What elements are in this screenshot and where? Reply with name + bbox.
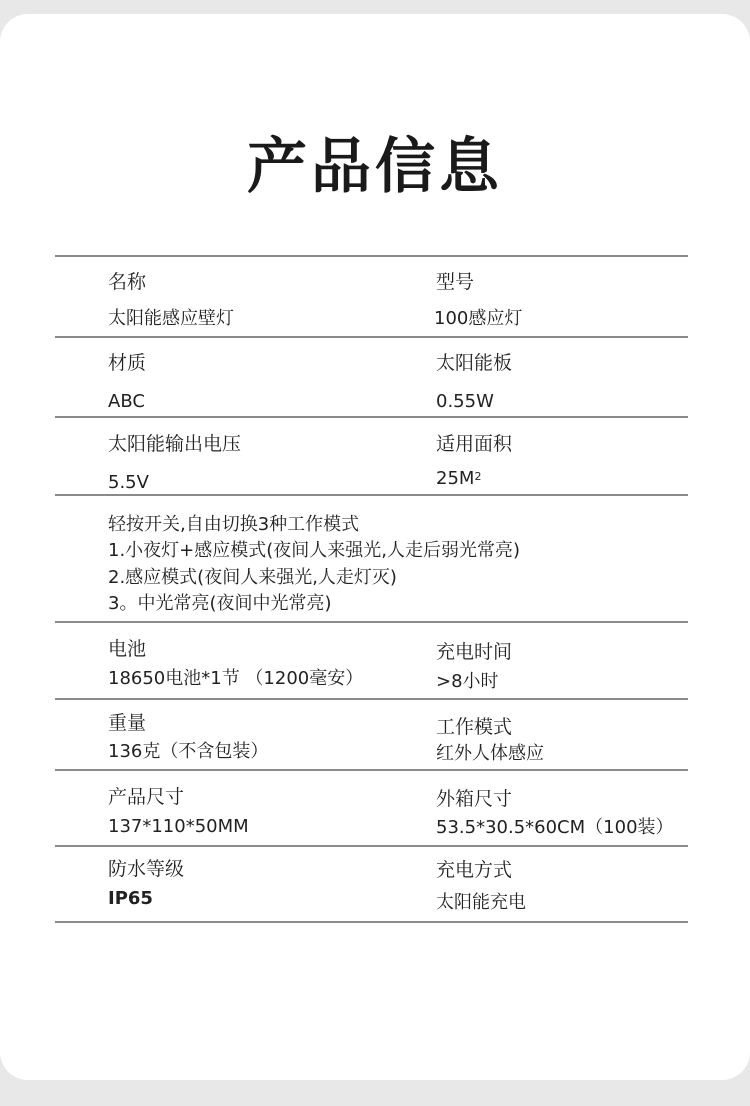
modes-intro: 轻按开关,自由切换3种工作模式 xyxy=(108,514,360,535)
mode-line-2: 2.感应模式(夜间人来强光,人走灯灭) xyxy=(108,567,397,588)
material-label: 材质 xyxy=(108,352,147,374)
work-mode-label: 工作模式 xyxy=(436,716,513,738)
product-size-value: 137*110*50MM xyxy=(108,816,249,837)
weight-value: 136克（不含包装） xyxy=(108,741,269,762)
weight-label: 重量 xyxy=(108,712,147,734)
divider xyxy=(55,255,688,257)
waterproof-rating-value: IP65 xyxy=(108,888,153,909)
divider xyxy=(55,416,688,418)
solar-output-voltage-label: 太阳能输出电压 xyxy=(108,433,242,455)
applicable-area-label: 适用面积 xyxy=(436,433,513,455)
battery-value: 18650电池*1节 （1200毫安） xyxy=(108,668,364,689)
name-label: 名称 xyxy=(108,271,147,293)
product-size-label: 产品尺寸 xyxy=(108,786,185,808)
solar-output-voltage-value: 5.5V xyxy=(108,472,149,493)
applicable-area-value xyxy=(436,467,481,491)
charging-method-value: 太阳能充电 xyxy=(436,892,526,913)
name-value: 太阳能感应壁灯 xyxy=(108,308,234,329)
divider xyxy=(55,769,688,771)
battery-label: 电池 xyxy=(108,638,147,660)
divider xyxy=(55,698,688,700)
divider xyxy=(55,921,688,923)
divider xyxy=(55,845,688,847)
page-title: 产品信息 xyxy=(247,132,503,202)
carton-size-value: 53.5*30.5*60CM（100装） xyxy=(436,817,674,838)
applicable-area-number: 25M xyxy=(436,468,475,489)
mode-line-3: 3。中光常亮(夜间中光常亮) xyxy=(108,593,332,614)
charging-time-label: 充电时间 xyxy=(436,641,513,663)
applicable-area-superscript: 2 xyxy=(474,470,482,483)
mode-line-1: 1.小夜灯+感应模式(夜间人来强光,人走后弱光常亮) xyxy=(108,540,521,561)
work-mode-value: 红外人体感应 xyxy=(436,743,544,764)
model-label: 型号 xyxy=(436,271,475,293)
divider xyxy=(55,336,688,338)
model-value: 100感应灯 xyxy=(434,308,523,329)
charging-time-value: >8小时 xyxy=(436,671,499,692)
solar-panel-label: 太阳能板 xyxy=(436,352,513,374)
divider xyxy=(55,621,688,623)
divider xyxy=(55,494,688,496)
carton-size-label: 外箱尺寸 xyxy=(436,788,513,810)
solar-panel-value: 0.55W xyxy=(436,391,494,412)
waterproof-rating-label: 防水等级 xyxy=(108,858,185,880)
charging-method-label: 充电方式 xyxy=(436,859,513,881)
material-value: ABC xyxy=(108,391,145,412)
